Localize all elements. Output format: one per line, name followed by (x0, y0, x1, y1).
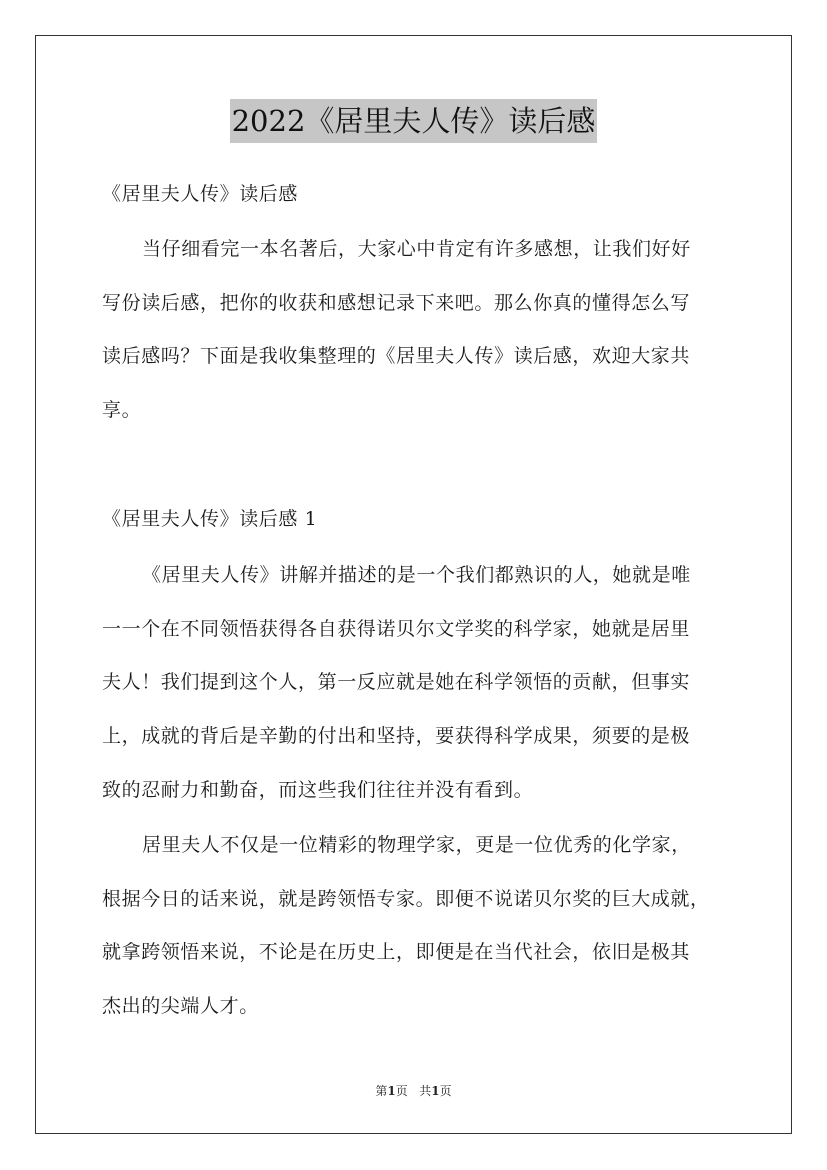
paragraph-line: 就拿跨领悟来说，不论是在历史上，即便是在当代社会，依旧是极其 (102, 941, 691, 963)
total-pages: 1 (431, 1084, 440, 1098)
page-number: 1 (387, 1084, 396, 1098)
page-footer (0, 1082, 827, 1100)
intro-line: 享。 (102, 399, 142, 421)
page-prefix: 第 (375, 1084, 388, 1098)
page-suffix: 页 (395, 1084, 408, 1098)
paragraph-line: 杰出的尖端人才。 (102, 995, 259, 1017)
paragraph-line: 根据今日的话来说，就是跨领悟专家。即便不说诺贝尔奖的巨大成就， (102, 888, 710, 910)
section1-heading: 《居里夫人传》读后感 1 (102, 508, 318, 530)
intro-line: 当仔细看完一本名著后，大家心中肯定有许多感想，让我们好好 (142, 238, 691, 260)
intro-line: 写份读后感，把你的收获和感想记录下来吧。那么你真的懂得怎么写 (102, 292, 691, 314)
intro-heading: 《居里夫人传》读后感 (102, 183, 299, 205)
total-prefix: 共 (419, 1084, 432, 1098)
paragraph-line: 《居里夫人传》讲解并描述的是一个我们都熟识的人，她就是唯 (142, 564, 691, 586)
paragraph-line: 致的忍耐力和勤奋，而这些我们往往并没有看到。 (102, 779, 534, 801)
paragraph-line: 居里夫人不仅是一位精彩的物理学家，更是一位优秀的化学家， (142, 834, 691, 856)
document-title: 2022《居里夫人传》读后感 (230, 99, 598, 143)
paragraph-line: 一一个在不同领悟获得各自获得诺贝尔文学奖的科学家，她就是居里 (102, 618, 691, 640)
paragraph-line: 夫人！我们提到这个人，第一反应就是她在科学领悟的贡献，但事实 (102, 671, 691, 693)
title-area (0, 99, 827, 143)
total-suffix: 页 (439, 1084, 452, 1098)
intro-line: 读后感吗？下面是我收集整理的《居里夫人传》读后感，欢迎大家共 (102, 345, 691, 367)
paragraph-line: 上，成就的背后是辛勤的付出和坚持，要获得科学成果，须要的是极 (102, 725, 691, 747)
